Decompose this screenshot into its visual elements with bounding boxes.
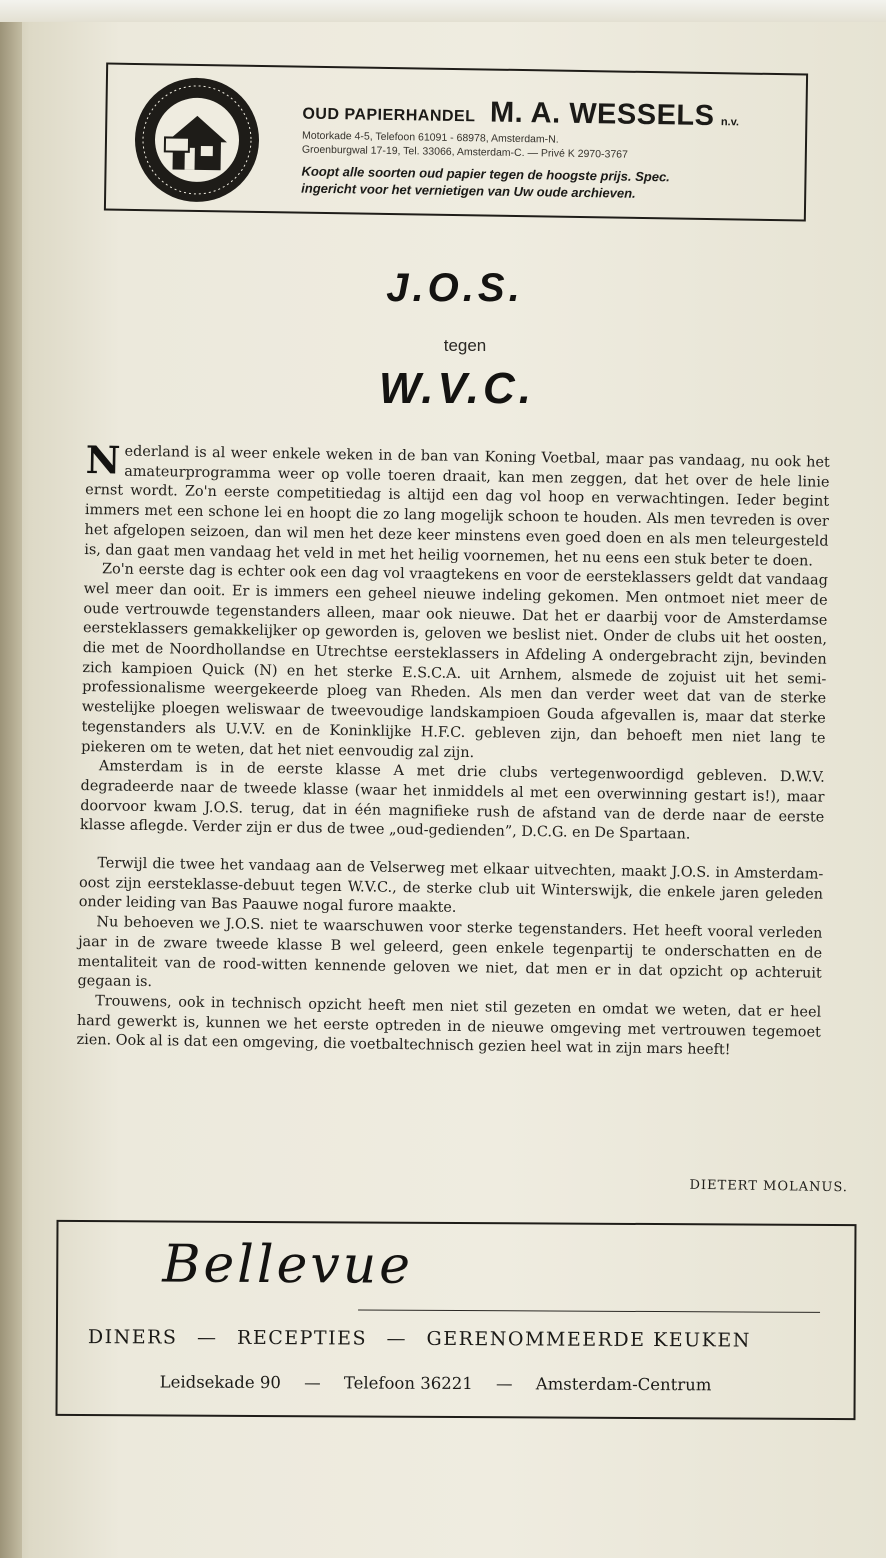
business-suffix: n.v. <box>720 116 740 129</box>
page-spine-shadow <box>0 0 22 1558</box>
slogan-line-1: Koopt alle soorten oud papier tegen de hoogste prijs. Spec. <box>301 163 670 185</box>
business-type: OUD PAPIERHANDEL <box>302 105 476 126</box>
bellevue-advertisement <box>55 1220 856 1420</box>
away-team-title: W.V.C. <box>378 364 536 413</box>
article-body <box>76 437 830 1063</box>
wessels-seal-icon <box>132 75 262 205</box>
bellevue-brand: Bellevue <box>162 1234 414 1296</box>
service-diners: DINERS <box>87 1326 178 1349</box>
brand-underline <box>358 1309 820 1312</box>
article-paragraph <box>84 437 830 572</box>
business-name: M. A. WESSELS <box>489 96 715 133</box>
separator: — <box>196 1326 218 1349</box>
wessels-advertisement <box>104 62 808 221</box>
home-team-title: J.O.S. <box>386 266 524 310</box>
address-line-1: Motorkade 4-5, Telefoon 61091 - 68978, Amsterdam-N. <box>301 129 559 146</box>
service-recepties: RECEPTIES <box>237 1326 368 1350</box>
paragraph-text: ederland is al weer enkele weken in de ban van Koning Voetbal, maar pas vandaag, nu ook het amateurprogramma weer op volle toeren draait, kan men zeggen, dat het over de hele linie ernst wordt. Zo'n eerste competitiedag is altijd een dag vol hoop en verwachtingen. Ieder begint immers met een schone lei en hoopt die zo lang mogelijk schoon te houden. Als men tevreden is over het afgelopen seizoen, dan wil men het deze keer minstens even goed doen en als men teleurgesteld is, dan gaat men vandaag het veld in met het heilig voornemen, het nu eens een stuk beter te doen. <box>84 443 830 569</box>
versus-label: tegen <box>443 336 487 355</box>
separator: — <box>304 1373 321 1393</box>
bellevue-address: Leidsekade 90 <box>159 1372 281 1393</box>
slogan-line-2: ingericht voor het vernietigen van Uw oude archieven. <box>301 180 636 201</box>
business-heading <box>302 94 739 134</box>
article-paragraph: Zo'n eerste dag is echter ook een dag vol vraagtekens en voor de eersteklassers geldt dat vandaag wel meer dan ooit. Er is immers een geheel nieuwe indeling gekomen. Men ontmoet niet meer de oude vertrouwde tegenstanders alleen, maar ook nieuwe. Dat het er daarbij voor de Amsterdamse eersteklassers gemakkelijker op geworden is, geloven we beslist niet. Onder de clubs uit het oosten, die met de Noordhollandse en Utrechtse eersteklassers in Afdeling A ondergebracht zijn, bevinden zich kampioen Quick (N) en het sterke E.S.C.A. uit Arnhem, alsmede de zojuist uit het semi-professionalisme weergekeerde ploeg van Rheden. Als men dan verder weet dat van de sterke westelijke ploegen weliswaar de tweevoudige landskampioen Gouda afgevallen is, maar dat sterke tegenstanders als U.V.V. en de Koninklijke H.F.C. gebleven zijn, dan behoeft men niet lang te piekeren om te weten, dat het niet eenvoudig zal zijn. <box>81 561 829 761</box>
services-line <box>88 1326 828 1352</box>
address-line-2: Groenburgwal 17-19, Tel. 33066, Amsterdam-C. — Privé K 2970-3767 <box>301 143 628 161</box>
separator: — <box>495 1374 513 1394</box>
bellevue-city: Amsterdam-Centrum <box>535 1374 712 1395</box>
drop-cap: N <box>85 437 121 483</box>
bellevue-phone: Telefoon 36221 <box>343 1373 473 1394</box>
article-paragraph: Terwijl die twee het vandaag aan de Velserweg met elkaar uitvechten, maakt J.O.S. in Amsterdam-oost zijn eersteklasse-debuut tegen W.V.C., de sterke club uit Winterswijk, die enkele jaren geleden onder leiding van Bas Paauwe nogal furore maakte. <box>78 855 824 917</box>
contact-line <box>160 1372 840 1395</box>
article-paragraph: Trouwens, ook in technisch opzicht heeft men niet stil gezeten en omdat we weten, dat er heel hard gewerkt is, kunnen we het eerste optreden in de nieuwe omgeving met vertrouwen tegemoet zien. Ook al is dat een omgeving, die voetbaltechnisch gezien heel wat in zijn mars heeft! <box>76 993 822 1059</box>
separator: — <box>386 1327 408 1350</box>
article-paragraph: Nu behoeven we J.O.S. niet te waarschuwen voor sterke tegenstanders. Het heeft vooral verleden jaar in de zware tweede klasse B wel geleerd, geen enkele tegenpartij te onderschatten en de mentaliteit van de rood-witten kennende geloven we niet, dat men er in dat opzicht op achteruit gegaan is. <box>77 914 823 991</box>
page-top-edge <box>0 0 886 22</box>
service-keuken: GERENOMMEERDE KEUKEN <box>426 1327 751 1352</box>
author-byline: DIETERT MOLANUS. <box>689 1177 849 1196</box>
article-paragraph: Amsterdam is in de eerste klasse A met drie clubs vertegenwoordigd gebleven. D.W.V. degradeerde naar de tweede klasse (waar het inmiddels al met een overwinning gestart is!), maar doorvoor kwam J.O.S. terug, dat in één magnifieke rush de afstand van de derde naar de eerste klasse aflegde. Verder zijn er dus de twee „oud-gedienden”, D.C.G. en De Spartaan. <box>79 758 825 843</box>
